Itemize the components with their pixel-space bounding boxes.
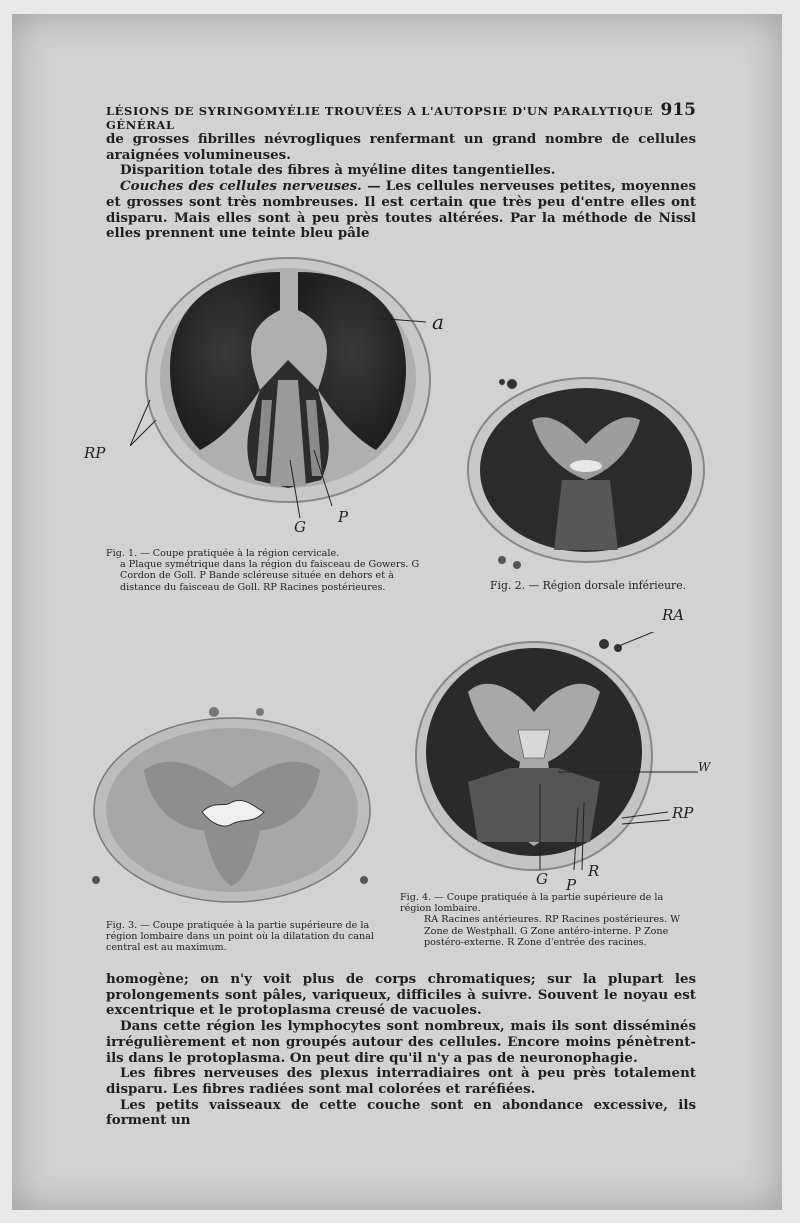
- caption-body: RA Racines antérieures. RP Racines postérieures. W Zone de Westphall. G Zone antéro-interne. P Zone postéro-externe. R Zone d'entrée des racines.: [424, 914, 681, 948]
- nerve-root: [599, 639, 609, 649]
- fig1-label-rp: RP: [84, 444, 106, 462]
- figure-1-caption: [106, 548, 426, 593]
- figure-4: [408, 632, 711, 894]
- figure-2-caption: Fig. 2. — Région dorsale inférieure.: [490, 579, 687, 592]
- fig4-label-rp: RP: [672, 804, 694, 822]
- figure-1-illustration: [130, 250, 440, 550]
- central-canal: [570, 460, 602, 472]
- nerve-root: [256, 708, 264, 716]
- figure-3-caption: Fig. 3. — Coupe pratiquée à la partie supérieure de la région lombaire dans un point où la dilatation du canal central est au maximum.: [106, 920, 374, 954]
- page-number: 915: [660, 100, 696, 120]
- figure-1: [130, 250, 440, 550]
- caption-title: Fig. 4. — Coupe pratiquée à la partie supérieure de la région lombaire.: [400, 892, 664, 915]
- intro-text: [106, 132, 696, 242]
- leader-line: [130, 420, 156, 446]
- posterior-columns: [468, 768, 600, 842]
- running-header: [106, 100, 696, 132]
- posterior-columns: [554, 480, 618, 550]
- fig4-label-g: G: [536, 870, 548, 888]
- paragraph: homogène; on n'y voit plus de corps chromatiques; sur la plupart les prolongements sont pâles, variqueux, difficiles à suivre. Souvent le noyau est excentrique et le protoplasma creusé de vacuoles.: [106, 971, 696, 1019]
- fig4-label-r: R: [588, 862, 600, 880]
- section-heading: Couches des cellules nerveuses.: [120, 178, 362, 195]
- nerve-root: [498, 556, 506, 564]
- fig4-label-ra: RA: [662, 606, 685, 624]
- caption-title: Fig. 1. — Coupe pratiquée à la région cervicale.: [106, 548, 340, 559]
- running-title: LÉSIONS DE SYRINGOMYÉLIE TROUVÉES A L'AUTOPSIE D'UN PARALYTIQUE GÉNÉRAL: [106, 104, 654, 132]
- paragraph: Les petits vaisseaux de cette couche sont en abondance excessive, ils forment un: [106, 1096, 696, 1129]
- fig1-label-a: a: [432, 310, 444, 334]
- outro-text: [106, 972, 696, 1129]
- paragraph-text: — Les cellules nerveuses petites, moyennes et grosses sont très nombreuses. Il est certain que très peu d'entre elles ont disparu. Mais elles sont à peu près toutes altérées. Par la méthode de Nissl elles prennent une teinte bleu pâle: [106, 178, 696, 242]
- paragraph: [106, 179, 696, 242]
- nerve-root: [209, 707, 219, 717]
- paragraph: Disparition totale des fibres à myéline dites tangentielles.: [120, 162, 556, 179]
- figure-4-caption: [400, 892, 696, 948]
- nerve-root: [499, 379, 505, 385]
- nerve-root: [360, 876, 368, 884]
- figure-3: [84, 700, 384, 918]
- figure-3-illustration: [84, 700, 384, 918]
- fig1-label-p: P: [338, 508, 349, 526]
- central-region: [518, 730, 550, 758]
- nerve-root: [92, 876, 100, 884]
- paragraph: Les fibres nerveuses des plexus interradiaires ont à peu près totalement disparu. Les fibres radiées sont mal colorées et raréfiées.: [106, 1065, 696, 1097]
- nerve-root: [614, 644, 622, 652]
- figure-2-illustration: [462, 370, 714, 580]
- paragraph: de grosses fibrilles névrogliques renfermant un grand nombre de cellules araignées volumineuses.: [106, 131, 696, 163]
- fig4-label-w: W: [698, 760, 711, 774]
- paragraph: Dans cette région les lymphocytes sont nombreux, mais ils sont disséminés irrégulièrement et non groupés autour des cellules. Encore moins pénètrent-ils dans le protoplasma. On peut dire qu'il n'y a pas de neuronophagie.: [106, 1018, 696, 1066]
- figure-2: [462, 370, 714, 580]
- leader-line: [130, 400, 150, 446]
- figure-4-illustration: [408, 632, 711, 894]
- fig1-label-g: G: [294, 518, 306, 536]
- nerve-root: [507, 379, 517, 389]
- caption-body: a Plaque symétrique dans la région du faisceau de Gowers. G Cordon de Goll. P Bande scléreuse située en dehors et à distance du faisceau de Goll. RP Racines postérieures.: [120, 559, 420, 593]
- nerve-root: [513, 561, 521, 569]
- fig4-label-p: P: [566, 876, 577, 894]
